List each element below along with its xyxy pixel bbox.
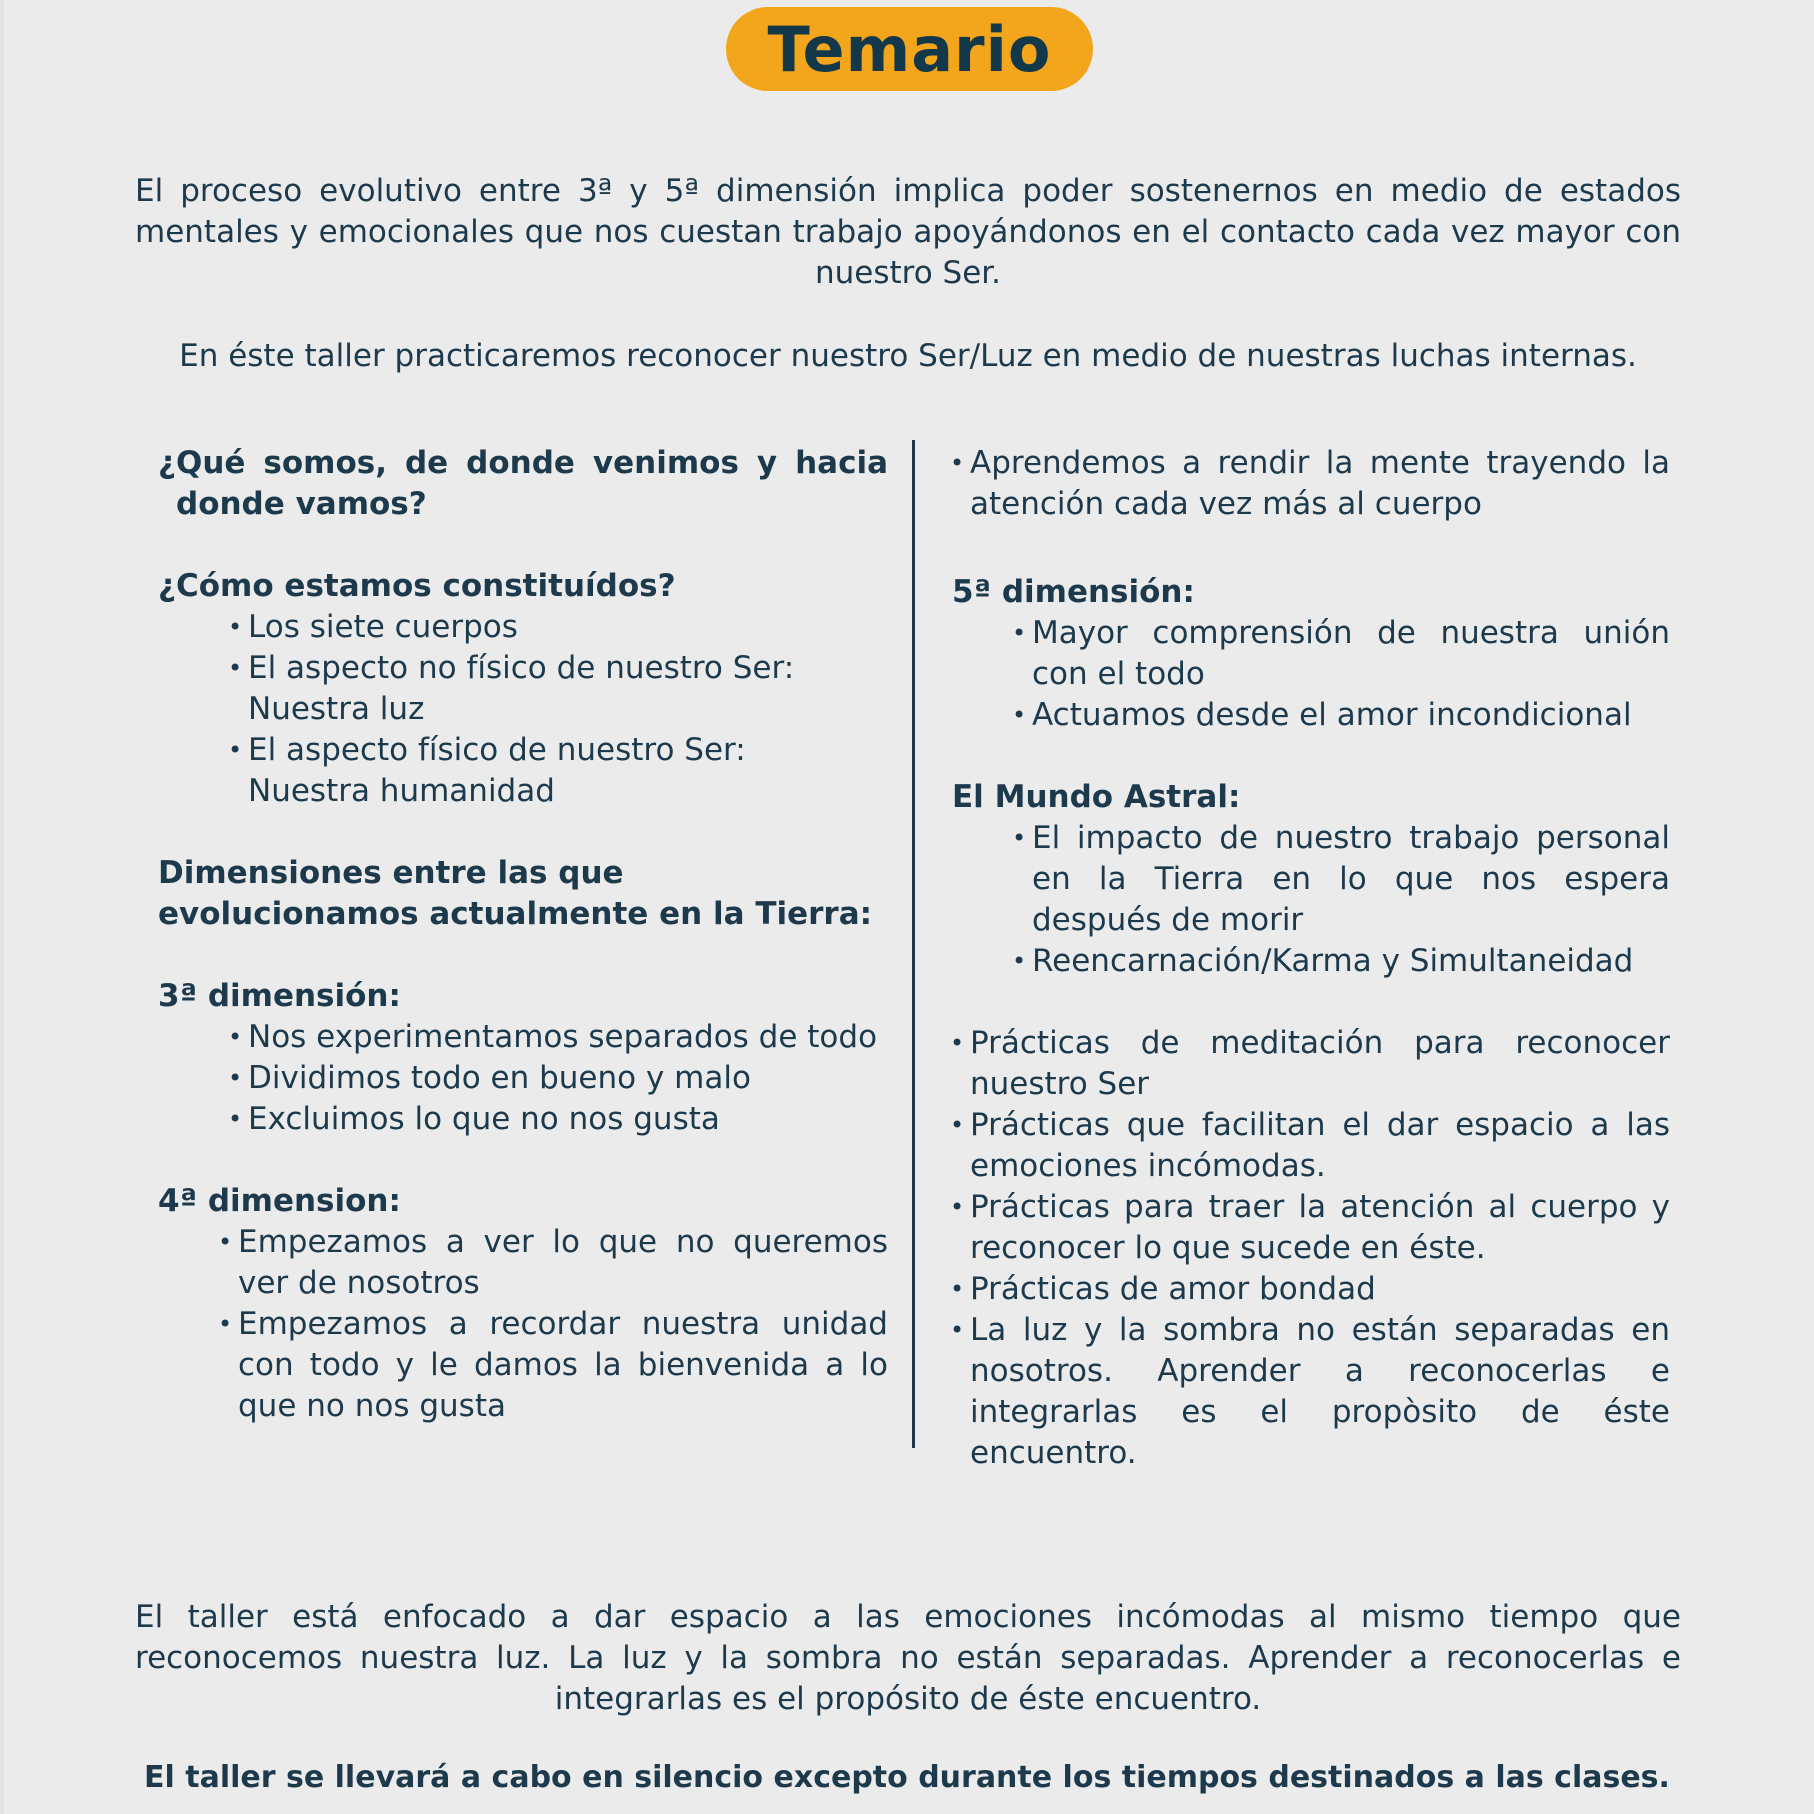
list-item: • Prácticas para traer la atención al cuerpo y reconocer lo que sucede en éste.: [970, 1187, 1670, 1269]
list-item: • Empezamos a ver lo que no queremos ver de nosotros: [238, 1222, 888, 1304]
list-item: • Aprendemos a rendir la mente trayendo la atención cada vez más al cuerpo: [970, 443, 1670, 525]
page-edge: [0, 0, 4, 1814]
section-4th-dimension: [158, 1181, 888, 1427]
section-5th-dimension: [952, 572, 1670, 736]
intro-paragraph-2: En éste taller practicaremos reconocer nuestro Ser/Luz en medio de nuestras luchas internas.: [179, 338, 1637, 374]
page-title: Temario: [767, 12, 1052, 86]
practices-list: [952, 1023, 1670, 1474]
question-origin: ¿Qué somos, de donde venimos y hacia donde vamos?: [158, 445, 888, 522]
list-item: • Prácticas de meditación para reconocer nuestro Ser: [970, 1023, 1670, 1105]
list-item: • Excluimos lo que no nos gusta: [248, 1099, 888, 1140]
list-item: • Empezamos a recordar nuestra unidad con todo y le damos la bienvenida a lo que no nos gusta: [238, 1304, 888, 1427]
list-item: • Prácticas que facilitan el dar espacio a las emociones incómodas.: [970, 1105, 1670, 1187]
third-dimension-list: [158, 1017, 888, 1140]
astral-list: [952, 818, 1670, 982]
list-item: • El aspecto no físico de nuestro Ser: Nuestra luz: [248, 648, 808, 730]
fifth-dimension-list: [952, 613, 1670, 736]
list-item: • Dividimos todo en bueno y malo: [248, 1058, 888, 1099]
list-item: • Actuamos desde el amor incondicional: [1032, 695, 1670, 736]
list-item: • La luz y la sombra no están separadas en nosotros. Aprender a reconocerlas e integrarlas es el propòsito de éste encuentro.: [970, 1310, 1670, 1474]
list-item: • El impacto de nuestro trabajo personal en la Tierra en lo que nos espera después de morir: [1032, 818, 1670, 941]
list-item: • El aspecto físico de nuestro Ser: Nuestra humanidad: [248, 730, 808, 812]
fifth-dimension-heading: 5ª dimensión:: [952, 574, 1195, 610]
constitution-list: [158, 607, 888, 812]
right-column: [952, 443, 1670, 1474]
question-constitution: ¿Cómo estamos constituídos?: [158, 568, 676, 604]
list-item: • Nos experimentamos separados de todo: [248, 1017, 888, 1058]
list-item: • Los siete cuerpos: [248, 607, 888, 648]
left-column: [158, 443, 888, 1427]
section-astral-world: [952, 777, 1670, 982]
column-divider: [912, 440, 915, 1448]
mind-list: [952, 443, 1670, 525]
fourth-dimension-heading: 4ª dimension:: [158, 1183, 401, 1219]
list-item: • Mayor comprensión de nuestra unión con el todo: [1032, 613, 1670, 695]
list-item: • Reencarnación/Karma y Simultaneidad: [1032, 941, 1670, 982]
intro-paragraph-1: El proceso evolutivo entre 3ª y 5ª dimensión implica poder sostenernos en medio de estados mentales y emocionales que nos cuestan trabajo apoyándonos en el contacto cada vez mayor con nuestro Ser.: [135, 173, 1681, 291]
fourth-dimension-list: [158, 1222, 888, 1427]
astral-heading: El Mundo Astral:: [952, 779, 1241, 815]
closing-paragraph: El taller está enfocado a dar espacio a las emociones incómodas al mismo tiempo que reconocemos nuestra luz. La luz y la sombra no están separadas. Aprender a reconocerlas e integrarlas es el propósito de éste encuentro.: [135, 1599, 1681, 1717]
third-dimension-heading: 3ª dimensión:: [158, 978, 401, 1014]
title-badge: [726, 7, 1093, 91]
list-item: • Prácticas de amor bondad: [970, 1269, 1670, 1310]
section-3rd-dimension: [158, 976, 888, 1140]
closing-note: El taller se llevará a cabo en silencio excepto durante los tiempos destinados a las clases.: [144, 1760, 1670, 1795]
dimensions-heading: Dimensiones entre las que evolucionamos actualmente en la Tierra:: [158, 855, 873, 932]
section-constitution: [158, 566, 888, 812]
